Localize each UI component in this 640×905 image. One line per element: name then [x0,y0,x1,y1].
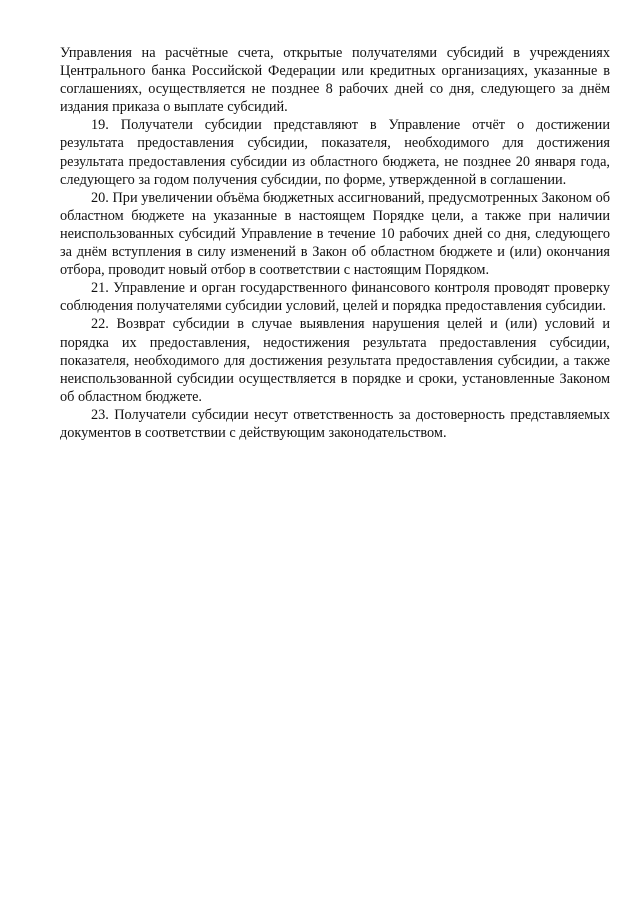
paragraph-22: 22. Возврат субсидии в случае выявления нарушения целей и (или) условий и порядка их предоставления, недостижения результата предоставления субсидии, показателя, необходимого для достижения результата предоставления субсидии, а также неиспользованной субсидии осуществляется в порядке и сроки, установленные Законом об областном бюджете. [60,316,610,405]
paragraph-20: 20. При увеличении объёма бюджетных ассигнований, предусмотренных Законом об областном бюджете на указанные в настоящем Порядке цели, а также при наличии неиспользованных субсидий Управление в течение 10 рабочих дней со дня, следующего за днём вступления в силу изменений в Закон об областном бюджете и (или) окончания отбора, проводит новый отбор в соответствии с настоящим Порядком. [60,189,610,279]
paragraph-continuation: Управления на расчётные счета, открытые получателями субсидий в учреждениях Центрального банка Российской Федерации или кредитных организациях, указанные в соглашениях, осуществляется не позднее 8 рабочих дней со дня, следующего за днём издания приказа о выплате субсидий. [60,45,610,116]
paragraph-19: 19. Получатели субсидии представляют в Управление отчёт о достижении результата предоставления субсидии, показателя, необходимого для достижения результата предоставления субсидии из областного бюджета, не позднее 20 января года, следующего за годом получения субсидии, по форме, утвержденной в соглашении. [60,117,610,188]
paragraph-23: 23. Получатели субсидии несут ответственность за достоверность представляемых документов в соответствии с действующим законодательством. [60,406,610,441]
document-body [60,44,610,442]
paragraph-21: 21. Управление и орган государственного финансового контроля проводят проверку соблюдения получателями субсидии условий, целей и порядка предоставления субсидии. [60,280,610,315]
